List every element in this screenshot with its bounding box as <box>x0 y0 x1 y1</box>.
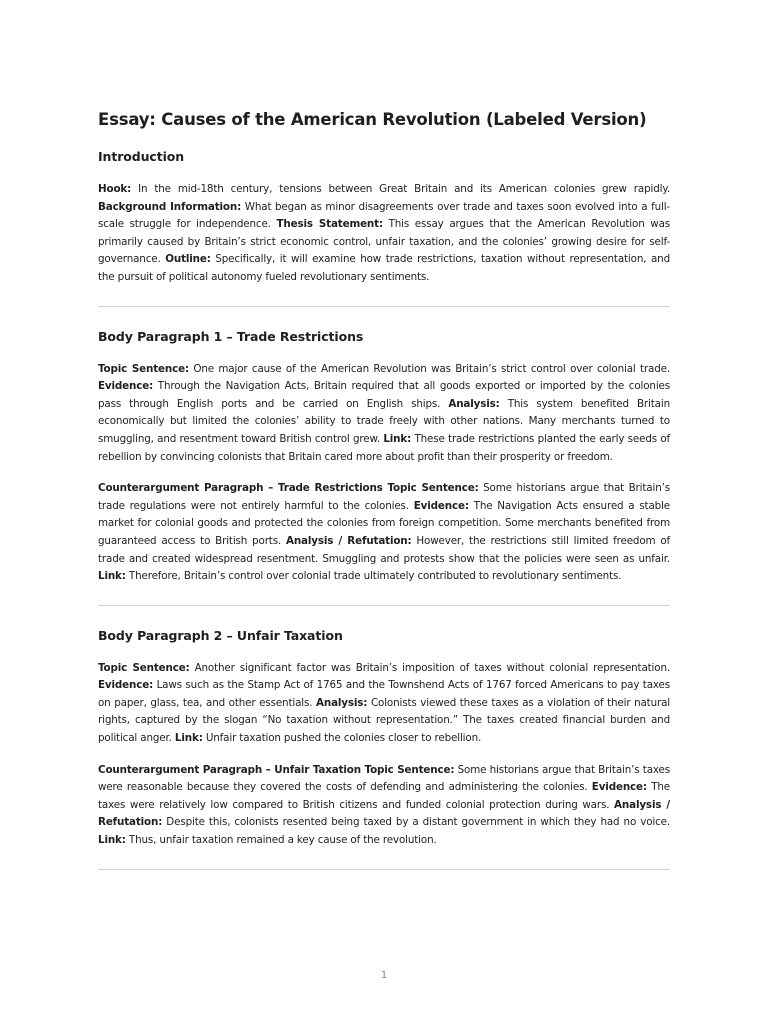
paragraph-label: Hook: <box>98 183 132 195</box>
section-divider <box>98 605 670 606</box>
paragraph-label: Evidence: <box>98 679 154 692</box>
paragraph-text: Unfair taxation pushed the colonies closer to rebellion. <box>202 732 482 745</box>
paragraph-label: Topic Sentence: <box>98 661 190 674</box>
paragraph-label: Link: <box>98 570 126 583</box>
paragraph-label: Outline: <box>165 253 211 266</box>
paragraph-text: This system benefited Britain economically but limited the colonies’ ability to trade freely with other nations. Many merchants turned to smuggling, and resentment toward British control grew. <box>98 397 670 445</box>
paragraph-text: Some historians argue that Britain’s taxes were reasonable because they covered the costs of defending and administering the colonies. <box>98 763 670 794</box>
paragraph-label: Analysis: <box>448 397 500 410</box>
paragraph-text: Thus, unfair taxation remained a key cause of the revolution. <box>125 834 437 847</box>
document-title: Essay: Causes of the American Revolution (Labeled Version) <box>98 110 647 129</box>
paragraph-label: Counterargument Paragraph – Trade Restrictions Topic Sentence: <box>98 482 479 495</box>
paragraph-label: Evidence: <box>591 781 647 794</box>
paragraph-label: Link: <box>98 834 126 847</box>
page-number: 1 <box>380 970 388 981</box>
body-2-counterargument-paragraph <box>98 762 670 850</box>
paragraph-label: Thesis Statement: <box>276 218 383 231</box>
paragraph-text: This essay argues that the American Revolution was primarily caused by Britain’s strict economic control, unfair taxation, and the colonies’ growing desire for self-governance. <box>98 218 670 266</box>
paragraph-label: Evidence: <box>413 499 469 512</box>
paragraph-text: What began as minor disagreements over trade and taxes soon evolved into a full-scale struggle for independence. <box>98 200 671 231</box>
body-1-counterargument-paragraph <box>98 480 670 586</box>
section-heading-introduction: Introduction <box>98 149 185 164</box>
paragraph-text: Therefore, Britain’s control over colonial trade ultimately contributed to revolutionary sentiments. <box>125 570 622 583</box>
paragraph-text: Another significant factor was Britain’s imposition of taxes without colonial representation. <box>189 661 671 674</box>
body-2-paragraph <box>98 660 670 748</box>
paragraph-text: One major cause of the American Revolution was Britain’s strict control over colonial trade. <box>188 362 670 375</box>
paragraph-label: Analysis / Refutation: <box>285 534 412 547</box>
section-heading-body-1: Body Paragraph 1 – Trade Restrictions <box>98 328 364 344</box>
section-divider <box>98 306 670 307</box>
paragraph-label: Link: <box>383 432 412 445</box>
paragraph-label: Topic Sentence: <box>98 362 189 375</box>
section-heading-body-2: Body Paragraph 2 – Unfair Taxation <box>98 627 343 643</box>
paragraph-text: The Navigation Acts ensured a stable market for colonial goods and protected the colonies from foreign competition. Some merchants benefited from guaranteed access to British ports. <box>98 499 670 547</box>
paragraph-text: These trade restrictions planted the early seeds of rebellion by convincing colonists that Britain cared more about profit than their prosperity or freedom. <box>98 432 670 463</box>
paragraph-text: In the mid-18th century, tensions between Great Britain and its American colonies grew rapidly. <box>131 183 670 195</box>
document-page <box>98 108 670 870</box>
body-1-paragraph <box>98 361 670 467</box>
paragraph-text: Laws such as the Stamp Act of 1765 and the Townshend Acts of 1767 forced Americans to pay taxes on paper, glass, tea, and other essentials. <box>98 679 670 709</box>
paragraph-label: Background Information: <box>98 200 242 213</box>
paragraph-text: Some historians argue that Britain’s trade regulations were not entirely harmful to the colonies. <box>98 482 670 512</box>
paragraph-text: Colonists viewed these taxes as a violation of their natural rights, captured by the slogan “No taxation without representation.” The taxes created financial burden and political anger. <box>98 696 670 745</box>
paragraph-label: Counterargument Paragraph – Unfair Taxation Topic Sentence: <box>98 763 455 776</box>
paragraph-text: Through the Navigation Acts, Britain required that all goods exported or imported by the colonies pass through English ports and be carried on English ships. <box>98 380 670 410</box>
paragraph-label: Analysis / Refutation: <box>98 798 670 829</box>
paragraph-text: However, the restrictions still limited freedom of trade and created widespread resentment. Smuggling and protests show that the policies were seen as unfair. <box>98 534 670 565</box>
paragraph-text: The taxes were relatively low compared to British citizens and funded colonial protection during wars. <box>98 781 670 811</box>
section-divider <box>98 869 670 870</box>
paragraph-label: Analysis: <box>316 696 368 709</box>
paragraph-label: Evidence: <box>98 380 154 393</box>
paragraph-text: Specifically, it will examine how trade restrictions, taxation without representation, and the pursuit of political autonomy fueled revolutionary sentiments. <box>98 253 671 283</box>
paragraph-text: Despite this, colonists resented being taxed by a distant government in which they had no voice. <box>162 816 670 829</box>
paragraph-label: Link: <box>174 732 203 745</box>
introduction-paragraph <box>98 181 670 287</box>
